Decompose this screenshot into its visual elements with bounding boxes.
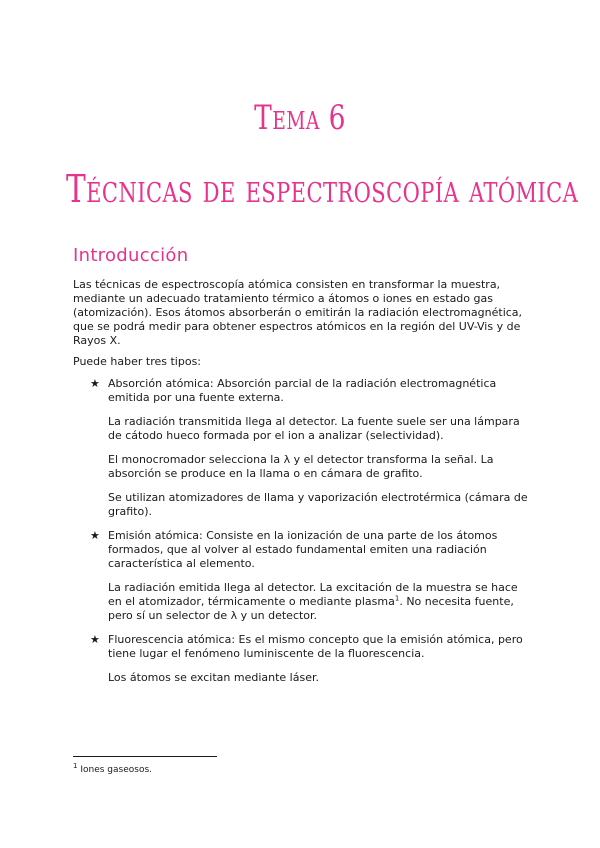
list-paragraph: El monocromador selecciona la λ y el detector transforma la señal. La absorción se produce en la llama o en cámara de grafito. <box>108 453 494 480</box>
footnote-reference[interactable]: 1 <box>394 594 400 603</box>
list-item-emision <box>90 529 533 623</box>
list-item-absorcion <box>90 377 533 519</box>
paragraph-text: . No necesita fuente, pero sí un selector de λ y un detector. <box>108 595 514 622</box>
lead-sentence: Puede haber tres tipos: <box>73 355 202 368</box>
page-title: Técnicas de espectroscopía atómica <box>66 167 579 211</box>
list-paragraph: Se utilizan atomizadores de llama y vaporización electrotérmica (cámara de grafito). <box>108 491 528 518</box>
star-icon: ★ <box>90 529 100 542</box>
list-paragraph: Emisión atómica: Consiste en la ionización de una parte de los átomos formados, que al volver al estado fundamental emiten una radiación característica al elemento. <box>108 529 498 570</box>
section-heading: Introducción <box>73 245 189 266</box>
footnote <box>73 764 152 776</box>
footnote-divider <box>73 756 217 757</box>
intro-paragraph: Las técnicas de espectroscopía atómica consisten en transformar la muestra, mediante un adecuado tratamiento térmico a átomos o iones en estado gas (atomización). Esos átomos absorberán o emitirán la radiación electromagnética, que se podrá medir para obtener espectros atómicos en la región del UV-Vis y de Rayos X. <box>73 278 523 347</box>
types-list <box>90 377 533 685</box>
list-paragraph: Fluorescencia atómica: Es el mismo concepto que la emisión atómica, pero tiene lugar el fenómeno luminiscente de la fluorescencia. <box>108 633 523 660</box>
list-item-fluorescencia <box>90 633 533 685</box>
list-paragraph: La radiación transmitida llega al detector. La fuente suele ser una lámpara de cátodo hueco formada por el ion a analizar (selectividad). <box>108 415 520 442</box>
list-paragraph: Absorción atómica: Absorción parcial de la radiación electromagnética emitida por una fuente externa. <box>108 377 497 404</box>
star-icon: ★ <box>90 377 100 390</box>
list-paragraph-with-footnote <box>108 581 533 623</box>
footnote-text: Iones gaseosos. <box>80 765 153 775</box>
paragraph-text: La radiación emitida llega al detector. La excitación de la muestra se hace en el atomizador, térmicamente o mediante plasma <box>108 581 518 608</box>
footnote-number: 1 <box>73 762 78 770</box>
list-paragraph: Los átomos se excitan mediante láser. <box>108 671 319 684</box>
chapter-number: Tema 6 <box>254 98 346 138</box>
star-icon: ★ <box>90 633 100 646</box>
